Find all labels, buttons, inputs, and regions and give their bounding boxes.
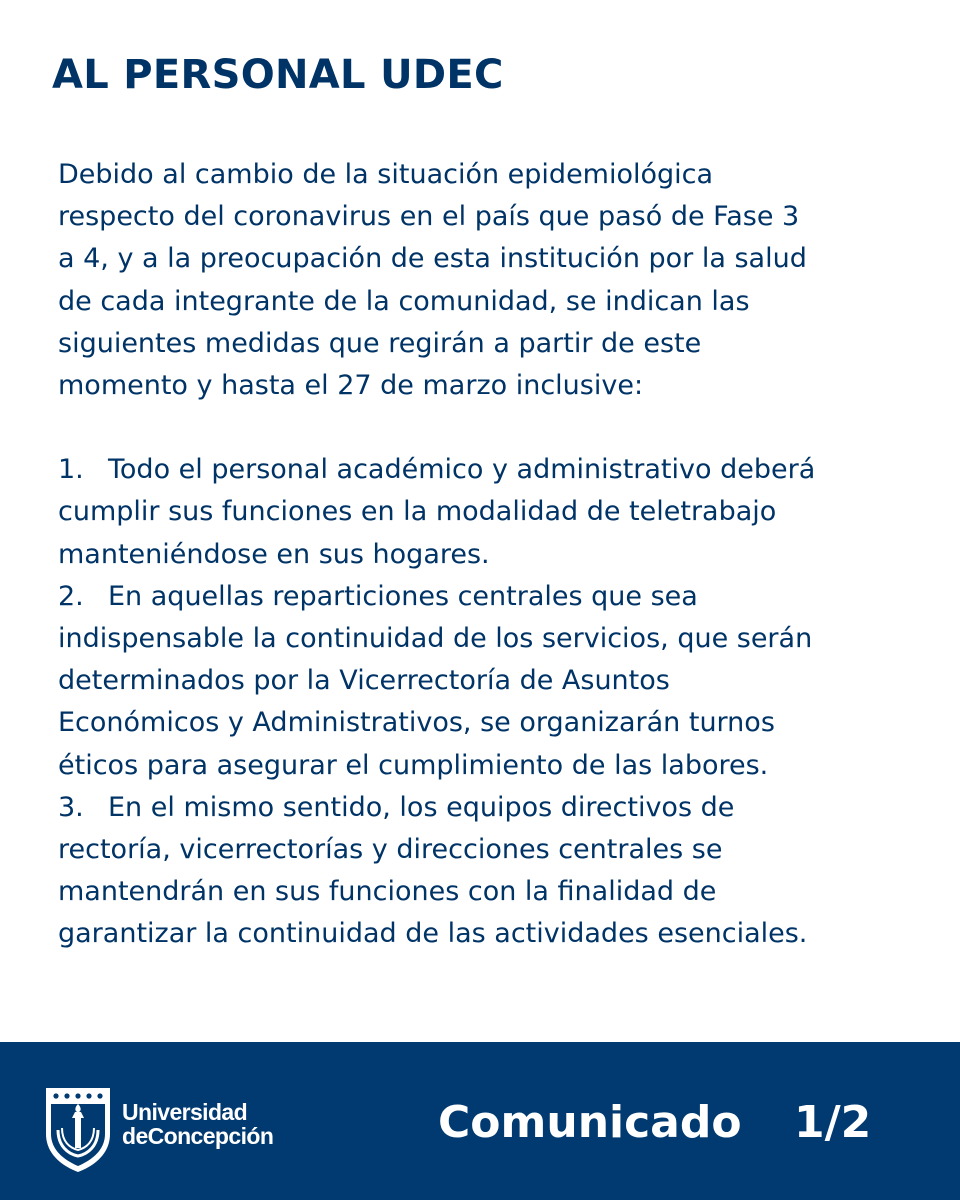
measure-item xyxy=(58,449,928,576)
measure-line: éticos para asegurar el cumplimiento de las labores. xyxy=(58,749,769,781)
wordmark-line: deConcepción xyxy=(122,1123,274,1149)
measure-line: Económicos y Administrativos, se organizarán turnos xyxy=(58,707,775,739)
measure-line: En el mismo sentido, los equipos directivos de xyxy=(108,791,735,823)
intro-line: Debido al cambio de la situación epidemiológica xyxy=(58,159,714,190)
measure-item xyxy=(58,576,928,787)
intro-line: de cada integrante de la comunidad, se indican las xyxy=(58,285,750,317)
measure-line: rectoría, vicerrectorías y direcciones centrales se xyxy=(58,834,723,866)
measures-list xyxy=(58,449,928,955)
wordmark-line: Universidad xyxy=(122,1099,248,1125)
intro-paragraph xyxy=(58,154,928,407)
page-indicator: 1/2 xyxy=(794,1097,872,1148)
measure-line: Todo el personal académico y administrativo deberá xyxy=(108,454,816,486)
measure-line: manteniéndose en sus hogares. xyxy=(58,538,490,570)
measure-line: mantendrán en sus funciones con la finalidad de xyxy=(58,876,717,908)
measure-line: indispensable la continuidad de los servicios, que serán xyxy=(58,623,813,655)
measure-line: cumplir sus funciones en la modalidad de teletrabajo xyxy=(58,496,777,528)
footer-bar xyxy=(0,1042,960,1200)
measure-item xyxy=(58,787,928,956)
university-wordmark xyxy=(122,1100,273,1148)
measure-number: 3. xyxy=(58,791,84,823)
intro-line: respecto del coronavirus en el país que pasó de Fase 3 xyxy=(58,201,800,233)
page-title: AL PERSONAL UDEC xyxy=(52,52,504,98)
measure-line: En aquellas reparticiones centrales que sea xyxy=(108,580,698,612)
measure-line: garantizar la continuidad de las actividades esenciales. xyxy=(58,918,808,950)
intro-line: momento y hasta el 27 de marzo inclusive: xyxy=(58,370,644,402)
intro-line: a 4, y a la preocupación de esta institución por la salud xyxy=(58,243,807,275)
measure-number: 2. xyxy=(58,580,84,612)
measure-line: determinados por la Vicerrectoría de Asuntos xyxy=(58,665,670,697)
comunicado-label: Comunicado xyxy=(438,1097,742,1148)
measure-number: 1. xyxy=(58,454,84,486)
announcement-body xyxy=(58,154,928,956)
university-crest-icon xyxy=(42,1084,114,1174)
intro-line: siguientes medidas que regirán a partir de este xyxy=(58,327,702,359)
